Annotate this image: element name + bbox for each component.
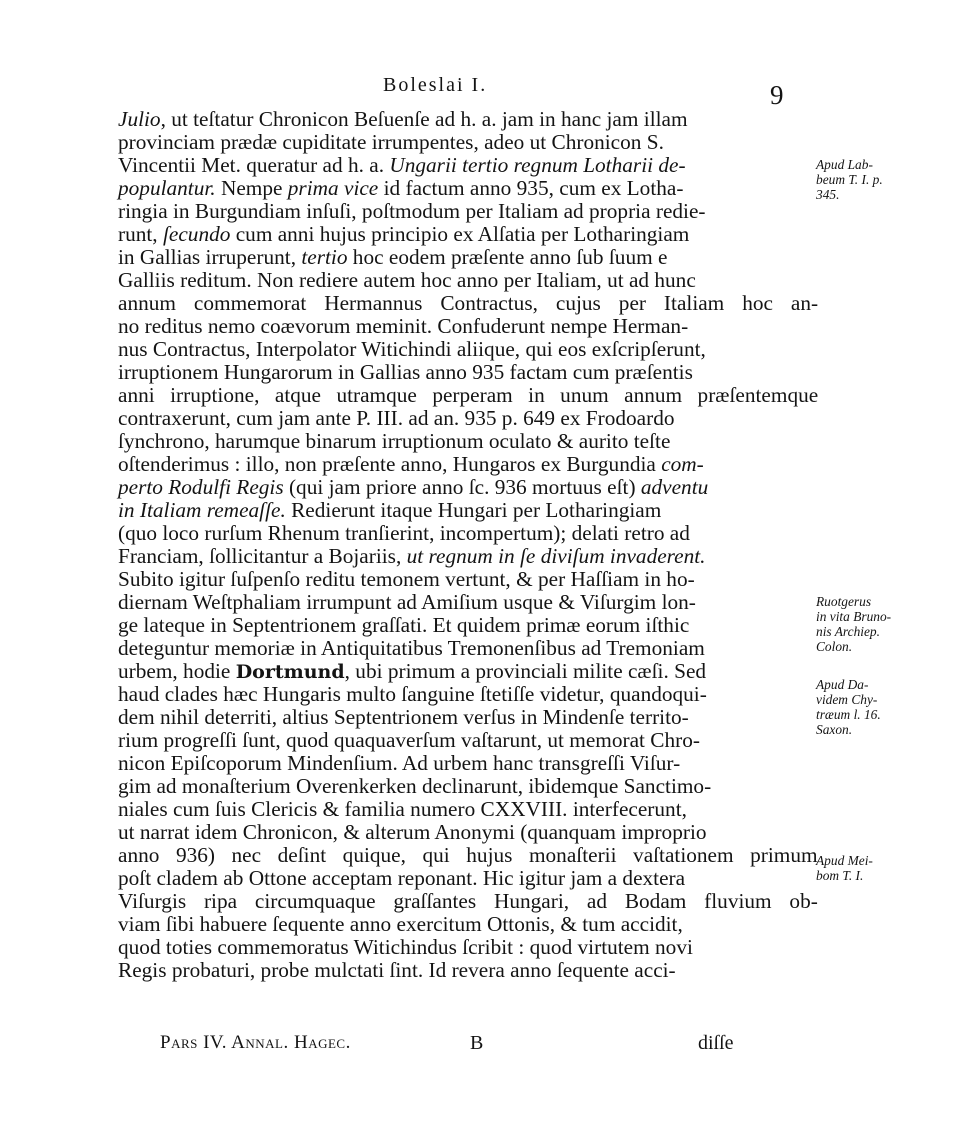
text-line: [118, 430, 818, 453]
text-line: [118, 522, 818, 545]
text-segment: oſtenderimus : illo, non præſente anno, Hungaros ex Burgundia: [118, 452, 662, 476]
text-line: [118, 614, 818, 637]
text-segment: niales cum ſuis Clericis & familia numero CXXVIII. interfecerunt,: [118, 797, 687, 821]
text-segment: (quo loco rurſum Rhenum tranſierint, incompertum); delati retro ad: [118, 521, 690, 545]
text-segment: cum anni hujus principio ex Alſatia per Lotharingiam: [230, 222, 690, 246]
italic-segment: ut regnum in ſe diviſum invaderent.: [406, 544, 706, 568]
italic-segment: Ungarii tertio regnum Lotharii de-: [389, 153, 686, 177]
page-header: [118, 74, 818, 110]
text-segment: haud clades hæc Hungaris multo ſanguine ſtetiſſe videtur, quandoqui-: [118, 682, 707, 706]
text-segment: , ut teſtatur Chronicon Beſuenſe ad h. a. jam in hanc jam illam: [160, 107, 688, 131]
text-segment: annum commemorat Hermannus Contractus, cujus per Italiam hoc an-: [118, 291, 819, 315]
text-line: [118, 200, 818, 223]
margin-note-line: videm Chy-: [816, 692, 878, 707]
text-line: [118, 683, 818, 706]
text-line: [118, 844, 818, 867]
text-line: [118, 292, 818, 315]
margin-note-line: beum T. I. p.: [816, 172, 883, 187]
margin-note: [816, 853, 934, 883]
text-segment: dem nihil deterriti, altius Septentrionem verſus in Mindenſe territo-: [118, 705, 689, 729]
text-line: [118, 177, 818, 200]
text-line: [118, 407, 818, 430]
text-line: [118, 131, 818, 154]
text-line: [118, 315, 818, 338]
text-segment: Viſurgis ripa circumquaque graſſantes Hungari, ad Bodam fluvium ob-: [118, 889, 818, 913]
text-segment: Subito igitur ſuſpenſo reditu temonem vertunt, & per Haſſiam in ho-: [118, 567, 695, 591]
text-line: [118, 660, 818, 683]
text-line: [118, 798, 818, 821]
margin-note-line: Apud Mei-: [816, 853, 873, 868]
text-segment: ut narrat idem Chronicon, & alterum Anonymi (quanquam improprio: [118, 820, 707, 844]
text-segment: Franciam, ſollicitantur a Bojariis,: [118, 544, 407, 568]
italic-segment: prima vice: [287, 176, 379, 200]
signature-letter: B: [470, 1032, 484, 1054]
text-line: [118, 890, 818, 913]
text-segment: provinciam prædæ cupiditate irrumpentes, adeo ut Chronicon S.: [118, 130, 664, 154]
text-segment: nus Contractus, Interpolator Witichindi aliique, qui eos exſcripſerunt,: [118, 337, 706, 361]
text-line: [118, 775, 818, 798]
margin-note: [816, 677, 934, 737]
text-segment: nicon Epiſcoporum Mindenſium. Ad urbem hanc transgreſſi Viſur-: [118, 751, 681, 775]
italic-segment: in Italiam remeaſſe.: [118, 498, 286, 522]
text-segment: poſt cladem ab Ottone acceptam reponant. Hic igitur jam a dextera: [118, 866, 686, 890]
text-segment: ringia in Burgundiam inſuſi, poſtmodum per Italiam ad propria redie-: [118, 199, 706, 223]
text-segment: runt,: [118, 222, 163, 246]
italic-segment: adventu: [640, 475, 709, 499]
text-segment: Galliis reditum. Non rediere autem hoc anno per Italiam, ut ad hunc: [118, 268, 696, 292]
text-segment: , ubi primum a provinciali milite cæſi. Sed: [344, 659, 707, 683]
text-line: [118, 591, 818, 614]
fraktur-segment: Dortmund: [235, 661, 345, 683]
margin-note: [816, 594, 934, 654]
text-segment: anno 936) nec deſint quique, qui hujus monaſterii vaſtationem primum: [118, 843, 818, 867]
text-line: [118, 821, 818, 844]
page-number: 9: [770, 80, 784, 110]
margin-note-line: Apud Da-: [816, 677, 869, 692]
text-segment: contraxerunt, cum jam ante P. III. ad an. 935 p. 649 ex Frodoardo: [118, 406, 675, 430]
margin-note-line: in vita Bruno-: [816, 609, 892, 624]
text-segment: in Gallias irruperunt,: [118, 245, 302, 269]
text-segment: Redierunt itaque Hungari per Lotharingiam: [285, 498, 662, 522]
text-line: [118, 361, 818, 384]
text-line: [118, 499, 818, 522]
text-segment: Vincentii Met. queratur ad h. a.: [118, 153, 390, 177]
text-segment: rium progreſſi ſunt, quod quaquaverſum vaſtarunt, ut memorat Chro-: [118, 728, 700, 752]
margin-note-line: træum l. 16.: [816, 707, 881, 722]
text-line: [118, 384, 818, 407]
text-segment: anni irruptione, atque utramque perperam in unum annum præſentemque: [118, 383, 819, 407]
text-segment: gim ad monaſterium Overenkerken declinarunt, ibidemque Sanctimo-: [118, 774, 712, 798]
text-line: [118, 568, 818, 591]
text-line: [118, 936, 818, 959]
italic-segment: perto Rodulfi Regis: [118, 475, 284, 499]
italic-segment: populantur.: [118, 176, 216, 200]
text-segment: ſynchrono, harumque binarum irruptionum oculato & aurito teſte: [118, 429, 671, 453]
text-segment: ge lateque in Septentrionem graſſati. Et quidem primæ eorum iſthic: [118, 613, 690, 637]
signature-mark: Pars IV. Annal. Hagec.: [160, 1032, 351, 1053]
margin-note-line: Saxon.: [816, 722, 853, 737]
text-line: [118, 706, 818, 729]
text-line: [118, 108, 818, 131]
text-segment: hoc eodem præſente anno ſub ſuum e: [347, 245, 668, 269]
text-segment: (qui jam priore anno ſc. 936 mortuus eſt): [283, 475, 641, 499]
italic-segment: ſecundo: [162, 222, 231, 246]
italic-segment: com-: [661, 452, 704, 476]
text-segment: viam ſibi habuere ſequente anno exercitum Ottonis, & tum accidit,: [118, 912, 683, 936]
text-line: [118, 752, 818, 775]
page-footer: [160, 1032, 760, 1058]
text-segment: no reditus nemo coævorum meminit. Confuderunt nempe Herman-: [118, 314, 689, 338]
italic-segment: tertio: [301, 245, 348, 269]
margin-note-line: bom T. I.: [816, 868, 864, 883]
text-line: [118, 959, 818, 982]
text-line: [118, 154, 818, 177]
text-line: [118, 338, 818, 361]
text-line: [118, 476, 818, 499]
text-segment: Regis probaturi, probe mulctati ſint. Id revera anno ſequente acci-: [118, 958, 676, 982]
text-segment: irruptionem Hungarorum in Gallias anno 935 factam cum præſentis: [118, 360, 693, 384]
text-line: [118, 729, 818, 752]
margin-note-line: Colon.: [816, 639, 853, 654]
text-segment: id factum anno 935, cum ex Lotha-: [378, 176, 684, 200]
margin-note-line: nis Archiep.: [816, 624, 880, 639]
margin-note-line: Apud Lab-: [816, 157, 873, 172]
text-line: [118, 913, 818, 936]
text-line: [118, 246, 818, 269]
catchword: diſſe: [698, 1032, 734, 1054]
text-segment: urbem, hodie: [118, 659, 236, 683]
italic-segment: Julio: [118, 107, 161, 131]
text-line: [118, 637, 818, 660]
text-line: [118, 269, 818, 292]
text-segment: diernam Weſtphaliam irrumpunt ad Amiſium usque & Viſurgim lon-: [118, 590, 696, 614]
margin-note-line: 345.: [816, 187, 840, 202]
text-line: [118, 867, 818, 890]
margin-note: [816, 157, 934, 202]
running-head: Boleslai I.: [383, 74, 488, 96]
text-segment: quod toties commemoratus Witichindus ſcribit : quod virtutem novi: [118, 935, 693, 959]
text-line: [118, 453, 818, 476]
body-text: [118, 108, 818, 982]
text-line: [118, 545, 818, 568]
margin-note-line: Ruotgerus: [816, 594, 872, 609]
text-segment: Nempe: [215, 176, 288, 200]
text-line: [118, 223, 818, 246]
text-segment: deteguntur memoriæ in Antiquitatibus Tremonenſibus ad Tremoniam: [118, 636, 705, 660]
